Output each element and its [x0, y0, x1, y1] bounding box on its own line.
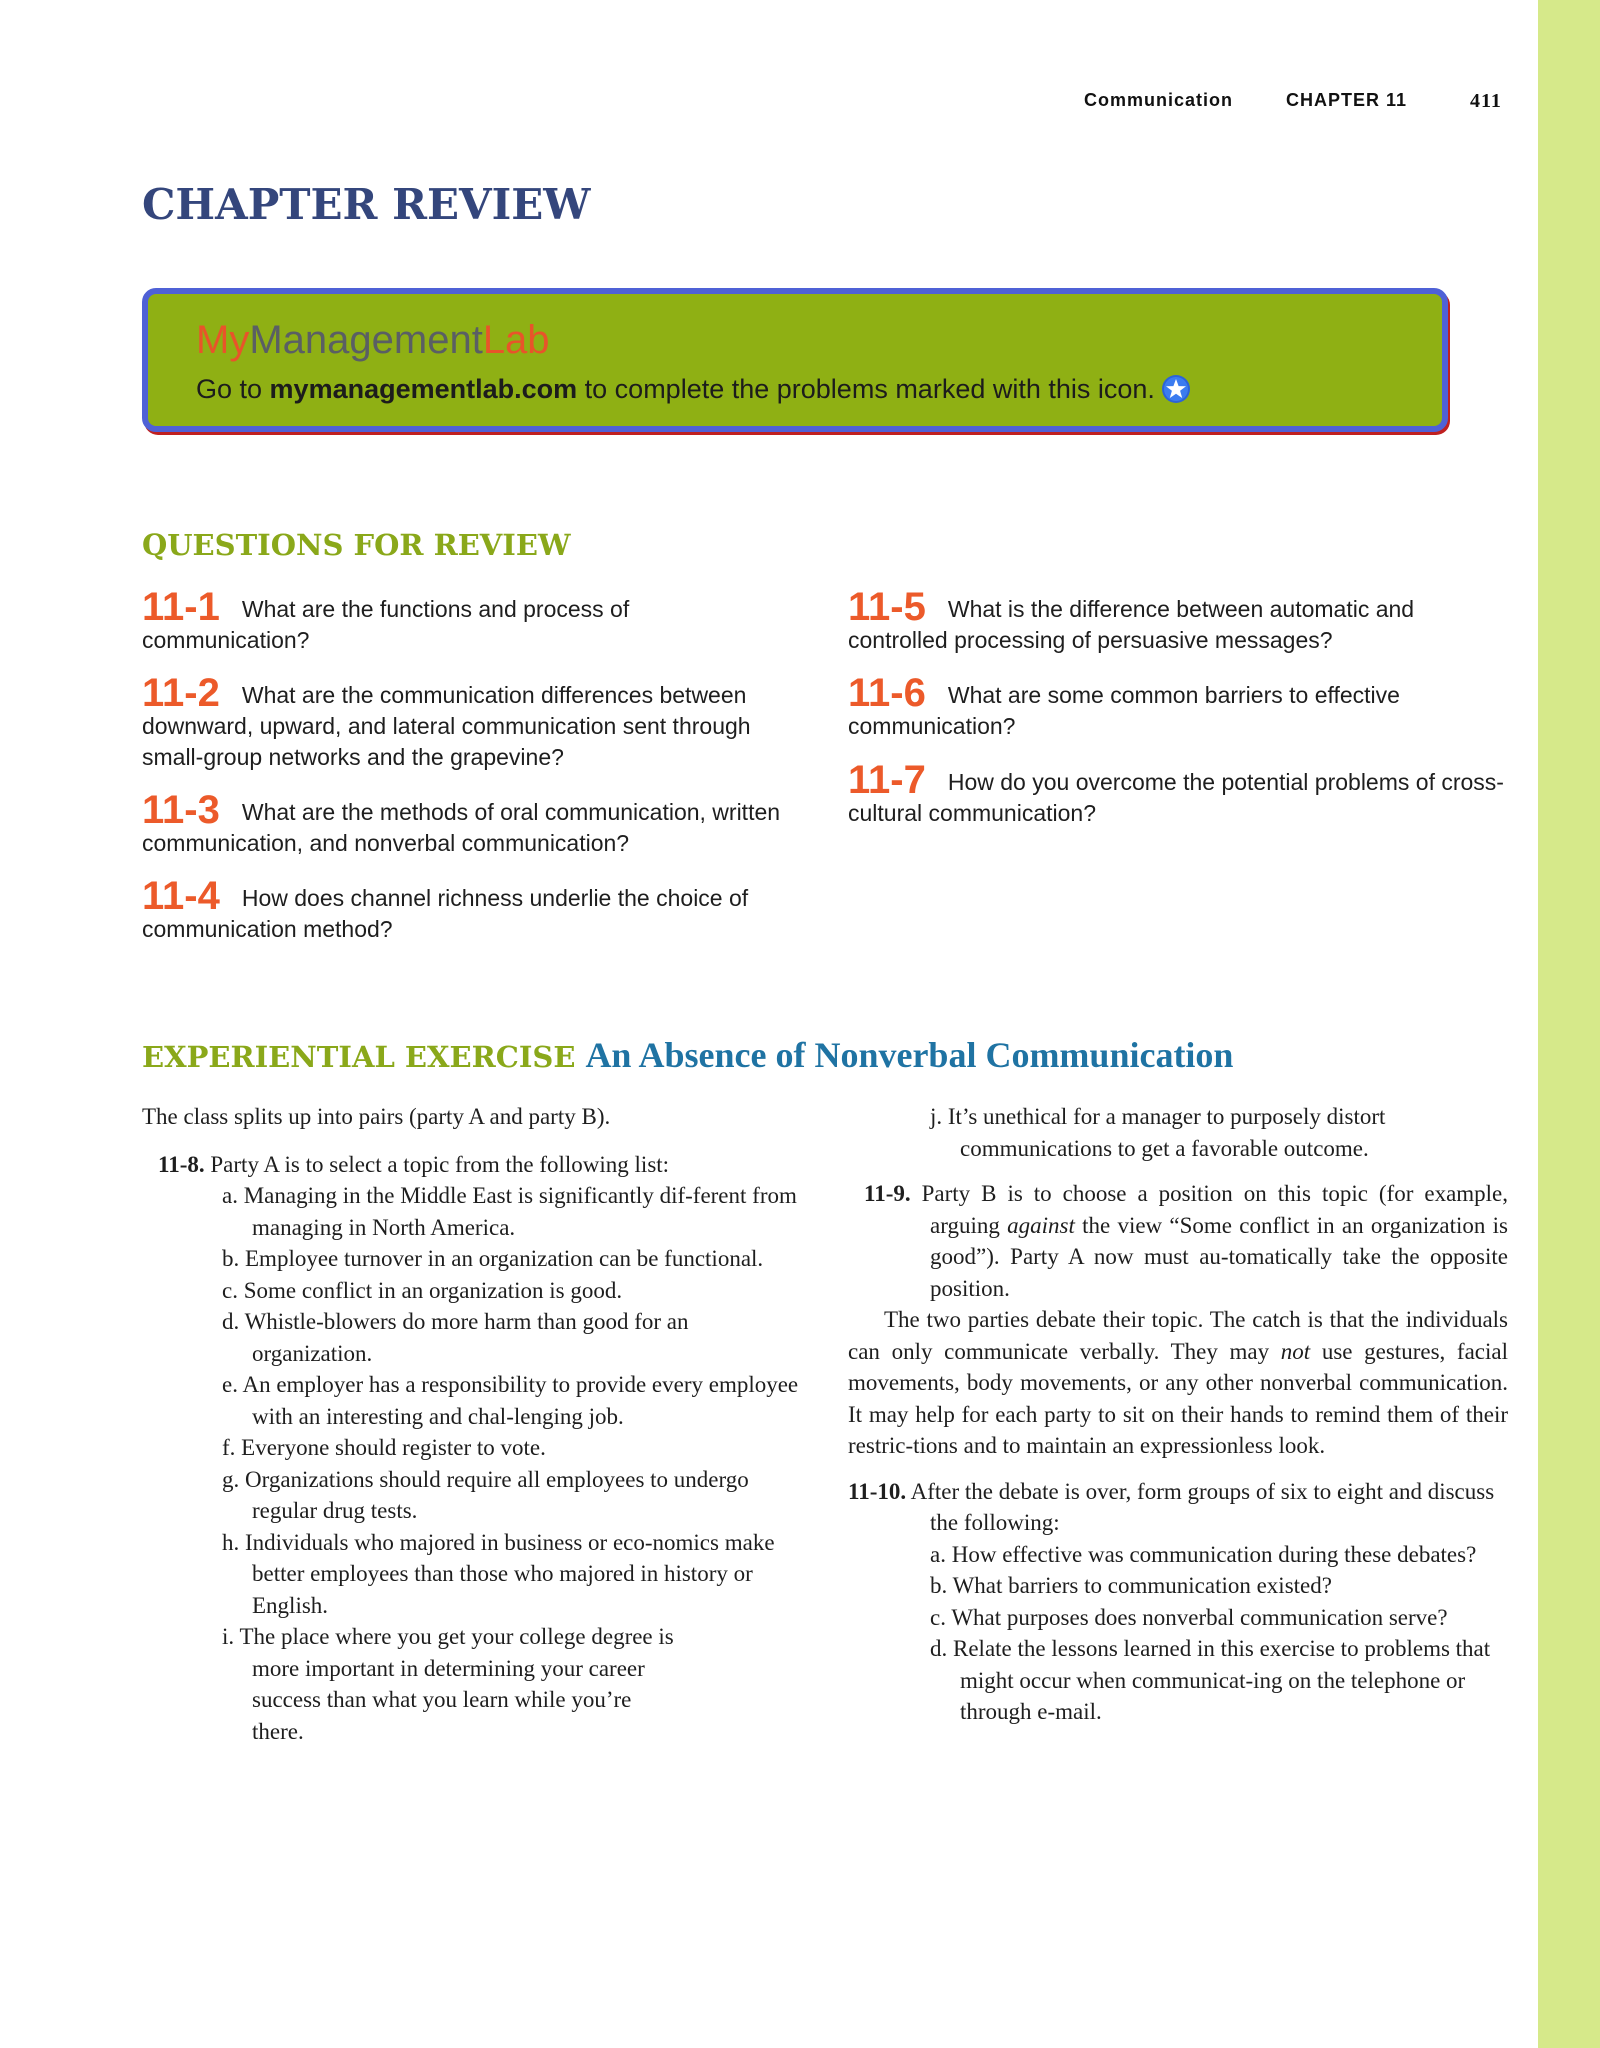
running-head-chapter: CHAPTER 11 [1286, 90, 1408, 110]
question-number: 11-7 [848, 758, 926, 802]
running-head [1050, 90, 1508, 116]
option-letter: i. [222, 1624, 235, 1649]
exercise-item [142, 1149, 802, 1181]
discussion-question [848, 1539, 1508, 1571]
question-number: 11-1 [142, 585, 220, 629]
mymanagementlab-link[interactable]: mymanagementlab.com [269, 374, 578, 404]
review-question [142, 874, 802, 945]
review-question [848, 671, 1508, 742]
review-question [142, 585, 802, 656]
option-letter: h. [222, 1529, 240, 1555]
exercise-right-column [848, 1101, 1508, 1728]
option-text: The place where you get your college degree is more important in determining your career success than what you learn while you’re there. [239, 1624, 674, 1744]
running-head-section: Communication [1084, 90, 1234, 110]
option-letter: g. [222, 1466, 240, 1492]
option-letter: b. [930, 1573, 948, 1598]
exercise-heading [142, 1034, 1233, 1076]
option-letter: d. [930, 1636, 948, 1661]
review-question [848, 585, 1508, 656]
option-letter: j. [930, 1104, 943, 1129]
chapter-title: CHAPTER REVIEW [142, 180, 591, 229]
mymanagementlab-instruction [196, 374, 1191, 405]
item-text: Party B is to choose a position on this topic (for example, arguing [921, 1181, 1509, 1238]
option-text: Organizations should require all employees to undergo regular drug tests. [245, 1466, 749, 1523]
option-text: Some conflict in an organization is good. [243, 1277, 623, 1303]
item-text-continued: the view “Some conflict in an organization is good”). Party A now must au-tomatically take the opposite position. [930, 1212, 1509, 1301]
exercise-left-column [142, 1101, 802, 1747]
topic-option [142, 1464, 802, 1527]
exercise-intro: The class splits up into pairs (party A and party B). [142, 1104, 611, 1129]
topic-option [142, 1527, 802, 1622]
item-number: 11-8. [158, 1151, 205, 1177]
question-number: 11-3 [142, 788, 220, 832]
topic-option [142, 1369, 802, 1432]
logo-management: Management [249, 318, 483, 362]
page-number: 411 [1470, 90, 1502, 112]
discussion-question [848, 1602, 1508, 1634]
option-letter: c. [222, 1277, 238, 1303]
option-text: Relate the lessons learned in this exercise to problems that might occur when communicat-ing on the telephone or through e-mail. [953, 1636, 1491, 1724]
exercise-item [848, 1178, 1508, 1304]
instruction-prefix: Go to [196, 374, 270, 404]
option-letter: f. [222, 1435, 236, 1460]
mymanagementlab-logo [196, 318, 550, 363]
question-text: What is the difference between automatic and controlled processing of persuasive messages? [848, 596, 1415, 653]
question-text: What are the functions and process of communication? [142, 596, 630, 653]
option-letter: e. [222, 1372, 238, 1397]
side-color-band [1538, 0, 1600, 2048]
item-text: Party A is to select a topic from the following list: [210, 1151, 670, 1177]
question-number: 11-5 [848, 585, 926, 629]
topic-option [142, 1180, 802, 1243]
debate-paragraph [848, 1304, 1508, 1462]
option-letter: a. [222, 1183, 238, 1208]
topic-option [142, 1306, 802, 1369]
option-text: Managing in the Middle East is significantly dif-ferent from managing in North America. [243, 1183, 797, 1240]
debate-text-emphasis: not [1280, 1338, 1311, 1364]
question-number: 11-2 [142, 671, 220, 715]
debate-text-continued: use gestures, facial movements, body movements, or any other nonverbal communication. It may help for each party to sit on their hands to remind them of their restric-tions and to maintain an expressionless look. [848, 1338, 1508, 1458]
option-text: Employee turnover in an organization can be functional. [245, 1246, 764, 1271]
review-question [848, 758, 1508, 829]
question-text: What are some common barriers to effective communication? [848, 682, 1400, 739]
option-text: Individuals who majored in business or eco-nomics make better employees than those who majored in history or English. [245, 1529, 775, 1618]
option-text: Whistle-blowers do more harm than good for an organization. [244, 1309, 689, 1366]
review-question [142, 788, 802, 859]
topic-option [142, 1432, 802, 1464]
question-text: What are the communication differences between downward, upward, and lateral communication sent through small-group networks and the grapevine? [142, 682, 751, 770]
option-text: An employer has a responsibility to provide every employee with an interesting and chal-lenging job. [242, 1372, 799, 1429]
review-question [142, 671, 802, 773]
option-text: What purposes does nonverbal communication serve? [951, 1604, 1448, 1630]
question-number: 11-6 [848, 671, 926, 715]
topic-option [142, 1275, 802, 1307]
option-text: What barriers to communication existed? [952, 1573, 1332, 1598]
option-letter: b. [222, 1246, 240, 1271]
item-text-emphasis: against [1007, 1212, 1075, 1238]
debate-text: The two parties debate their topic. The catch is that the individuals can only communicate verbally. They may [848, 1307, 1508, 1364]
mymanagementlab-banner [142, 288, 1448, 432]
item-text: After the debate is over, form groups of six to eight and discuss the following: [910, 1478, 1495, 1535]
question-text: What are the methods of oral communication, written communication, and nonverbal communication? [142, 799, 781, 856]
question-text: How does channel richness underlie the choice of communication method? [142, 885, 749, 942]
questions-heading: QUESTIONS FOR REVIEW [142, 528, 571, 562]
option-text: Everyone should register to vote. [241, 1435, 546, 1460]
discussion-question [848, 1633, 1508, 1728]
option-letter: d. [222, 1309, 240, 1334]
logo-lab: Lab [482, 318, 550, 362]
option-text: How effective was communication during these debates? [951, 1541, 1477, 1567]
star-icon [1161, 374, 1191, 404]
question-number: 11-4 [142, 874, 220, 918]
option-letter: a. [930, 1541, 946, 1567]
option-letter: c. [930, 1604, 946, 1630]
exercise-item [848, 1476, 1508, 1539]
topic-option [848, 1101, 1508, 1164]
exercise-label: EXPERIENTIAL EXERCISE [142, 1040, 576, 1074]
item-number: 11-10. [848, 1478, 907, 1504]
topic-option [142, 1621, 802, 1747]
instruction-suffix: to complete the problems marked with this icon. [577, 374, 1155, 404]
option-text: It’s unethical for a manager to purposely distort communications to get a favorable outcome. [947, 1104, 1386, 1161]
logo-my: My [196, 318, 250, 362]
exercise-title: An Absence of Nonverbal Communication [585, 1035, 1234, 1075]
discussion-question [848, 1570, 1508, 1602]
topic-option [142, 1243, 802, 1275]
question-text: How do you overcome the potential problems of cross-cultural communication? [848, 769, 1504, 826]
item-number: 11-9. [864, 1181, 911, 1206]
